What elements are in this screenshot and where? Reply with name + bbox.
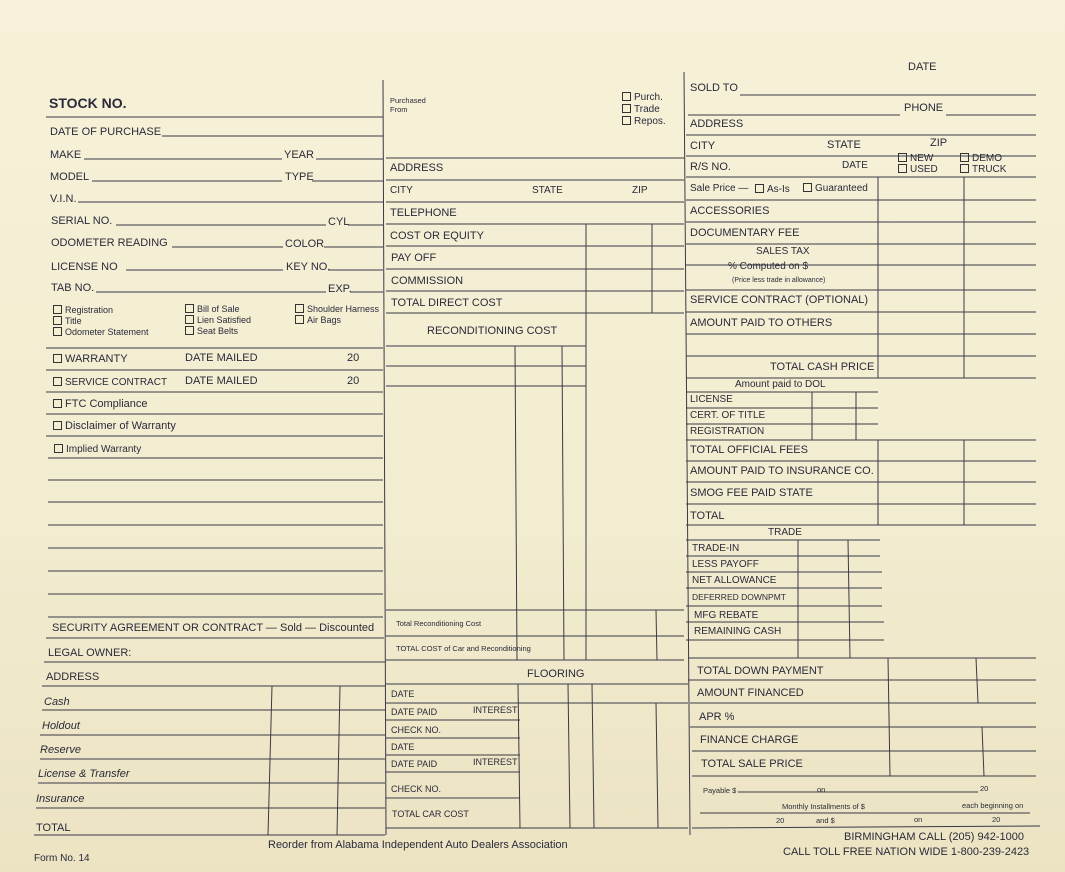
birmingham-phone: BIRMINGHAM CALL (205) 942-1000: [844, 831, 1024, 843]
flooring-interest-label-2: INTEREST: [473, 757, 518, 767]
color-label: COLOR: [285, 238, 325, 250]
reserve-label: Reserve: [40, 744, 81, 756]
net-allowance-label: NET ALLOWANCE: [692, 575, 777, 586]
repos-checkbox[interactable]: Repos.: [622, 116, 666, 127]
new-checkbox[interactable]: NEW: [898, 153, 933, 164]
trade-checkbox[interactable]: Trade: [622, 104, 660, 115]
form-number: Form No. 14: [34, 853, 90, 864]
finance-charge-label: FINANCE CHARGE: [700, 734, 799, 746]
total-down-payment-label: TOTAL DOWN PAYMENT: [697, 665, 824, 677]
year-20-label-2: 20: [347, 375, 360, 387]
address-label-right: ADDRESS: [690, 118, 744, 130]
total-label: TOTAL: [36, 822, 71, 834]
reorder-note: Reorder from Alabama Independent Auto Dealers Association: [268, 839, 568, 851]
total-cost-car-label: TOTAL COST of Car and Reconditioning: [396, 644, 531, 653]
lien-satisfied-checkbox[interactable]: Lien Satisfied: [185, 315, 251, 325]
smog-fee-label: SMOG FEE PAID STATE: [690, 487, 813, 499]
date-mailed-label: DATE MAILED: [185, 352, 258, 364]
payable-on-label: on: [817, 785, 826, 794]
cyl-label: CYL: [328, 216, 350, 228]
cost-equity-label: COST OR EQUITY: [390, 230, 484, 242]
serial-no-label: SERIAL NO.: [51, 215, 113, 227]
amount-financed-label: AMOUNT FINANCED: [697, 687, 804, 699]
vin-label: V.I.N.: [50, 193, 77, 205]
date-of-purchase-label: DATE OF PURCHASE: [50, 126, 162, 138]
exp-label: EXP.: [328, 283, 352, 295]
accessories-label: ACCESSORIES: [690, 205, 770, 217]
sales-tax-label: SALES TAX: [756, 246, 810, 257]
flooring-date-label-2: DATE: [391, 742, 415, 752]
license-label-right: LICENSE: [690, 394, 733, 405]
and-label: and $: [816, 816, 835, 825]
payable-label: Payable $: [703, 786, 737, 795]
date-label-top: DATE: [908, 61, 937, 73]
address-label-mid: ADDRESS: [390, 162, 444, 174]
monthly-installments-label: Monthly Installments of $: [782, 802, 865, 811]
registration-checkbox[interactable]: Registration: [53, 305, 113, 315]
total-cash-price-label: TOTAL CASH PRICE: [770, 361, 875, 373]
flooring-interest-label: INTEREST: [473, 705, 518, 715]
rs-no-label: R/S NO.: [690, 161, 731, 173]
price-less-trade-note: (Price less trade in allowance): [732, 277, 826, 284]
disclaimer-checkbox[interactable]: Disclaimer of Warranty: [53, 421, 176, 432]
odometer-statement-checkbox[interactable]: Odometer Statement: [53, 327, 149, 337]
service-contract-checkbox[interactable]: SERVICE CONTRACT: [53, 377, 167, 388]
total-car-cost-label: TOTAL CAR COST: [392, 809, 469, 819]
trade-section-label: TRADE: [768, 527, 802, 538]
amount-insurance-label: AMOUNT PAID TO INSURANCE CO.: [690, 465, 874, 477]
registration-label-right: REGISTRATION: [690, 426, 765, 437]
key-no-label: KEY NO.: [286, 261, 331, 273]
address-label: ADDRESS: [46, 671, 100, 683]
total-official-fees-label: TOTAL OFFICIAL FEES: [690, 444, 808, 456]
flooring-date-paid-label-2: DATE PAID: [391, 759, 438, 769]
implied-warranty-checkbox[interactable]: Implied Warranty: [54, 444, 141, 455]
flooring-check-no-label: CHECK NO.: [391, 725, 442, 735]
type-label: TYPE: [285, 171, 314, 183]
pay-off-label: PAY OFF: [391, 252, 437, 264]
security-agreement-label: SECURITY AGREEMENT OR CONTRACT — Sold — Discounted: [52, 622, 375, 634]
total-direct-cost-label: TOTAL DIRECT COST: [391, 297, 503, 309]
truck-checkbox[interactable]: TRUCK: [960, 164, 1006, 175]
less-payoff-label: LESS PAYOFF: [692, 559, 759, 570]
purch-checkbox[interactable]: Purch.: [622, 92, 663, 103]
year-label: YEAR: [284, 149, 314, 161]
toll-free-phone: CALL TOLL FREE NATION WIDE 1-800-239-2423: [783, 846, 1030, 858]
service-contract-optional-label: SERVICE CONTRACT (OPTIONAL): [690, 294, 869, 306]
flooring-date-label: DATE: [391, 689, 415, 699]
flooring-date-paid-label: DATE PAID: [391, 707, 438, 717]
air-bags-checkbox[interactable]: Air Bags: [295, 315, 341, 325]
state-label-right: STATE: [827, 139, 861, 151]
legal-owner-label: LEGAL OWNER:: [48, 647, 132, 659]
remaining-cash-label: REMAINING CASH: [694, 626, 782, 637]
flooring-label: FLOORING: [527, 668, 585, 680]
purchased-from-label: Purchased From: [390, 96, 426, 114]
payable-20-label: 20: [980, 784, 989, 793]
insurance-label: Insurance: [36, 793, 85, 805]
holdout-label: Holdout: [42, 720, 80, 732]
guaranteed-checkbox[interactable]: Guaranteed: [803, 183, 868, 194]
cert-title-label: CERT. OF TITLE: [690, 410, 766, 421]
seat-belts-checkbox[interactable]: Seat Belts: [185, 326, 238, 336]
apr-label: APR %: [699, 711, 735, 723]
total-recon-cost-label: Total Reconditioning Cost: [396, 619, 482, 628]
deferred-downpmt-label: DEFERRED DOWNPMT: [692, 592, 786, 602]
odometer-label: ODOMETER READING: [51, 237, 168, 249]
rs-date-label: DATE: [842, 160, 868, 171]
tab-no-label: TAB NO.: [51, 282, 95, 294]
sale-price-label: Sale Price —: [690, 183, 749, 194]
stock-no-label: STOCK NO.: [49, 95, 127, 111]
shoulder-harness-checkbox[interactable]: Shoulder Harness: [295, 304, 379, 314]
flooring-check-no-label-2: CHECK NO.: [391, 784, 442, 794]
total-label-right: TOTAL: [690, 510, 725, 522]
installments-on-label: on: [914, 815, 923, 824]
phone-label: PHONE: [904, 102, 944, 114]
percent-computed-label: % Computed on $: [728, 261, 809, 272]
reconditioning-cost-label: RECONDITIONING COST: [427, 325, 558, 337]
license-transfer-label: License & Transfer: [38, 768, 130, 780]
ftc-compliance-checkbox[interactable]: FTC Compliance: [53, 399, 148, 410]
cash-label: Cash: [44, 696, 70, 708]
bill-of-sale-checkbox[interactable]: Bill of Sale: [185, 304, 240, 314]
installments-20-label-2: 20: [992, 815, 1001, 824]
license-no-label: LICENSE NO: [51, 261, 118, 273]
telephone-label: TELEPHONE: [390, 207, 457, 219]
used-checkbox[interactable]: USED: [898, 164, 938, 175]
state-label-mid: STATE: [532, 185, 563, 196]
city-label-mid: CITY: [390, 185, 413, 196]
zip-label-mid: ZIP: [632, 185, 648, 196]
city-label-right: CITY: [690, 140, 716, 152]
warranty-checkbox[interactable]: WARRANTY: [53, 354, 128, 365]
trade-in-label: TRADE-IN: [692, 543, 740, 554]
year-20-label: 20: [347, 352, 360, 364]
title-checkbox[interactable]: Title: [53, 316, 82, 326]
total-sale-price-label: TOTAL SALE PRICE: [701, 758, 803, 770]
each-beginning-label: each beginning on: [962, 801, 1024, 810]
installments-20-label: 20: [776, 816, 785, 825]
mfg-rebate-label: MFG REBATE: [694, 610, 759, 621]
amount-paid-dol-label: Amount paid to DOL: [735, 379, 826, 390]
amount-paid-others-label: AMOUNT PAID TO OTHERS: [690, 317, 833, 329]
sold-to-label: SOLD TO: [690, 82, 738, 94]
commission-label: COMMISSION: [391, 275, 464, 287]
zip-label-right: ZIP: [930, 137, 948, 149]
model-label: MODEL: [50, 171, 90, 183]
date-mailed-label-2: DATE MAILED: [185, 375, 258, 387]
demo-checkbox[interactable]: DEMO: [960, 153, 1002, 164]
documentary-fee-label: DOCUMENTARY FEE: [690, 227, 800, 239]
as-is-checkbox[interactable]: As-Is: [755, 184, 790, 195]
make-label: MAKE: [50, 149, 82, 161]
